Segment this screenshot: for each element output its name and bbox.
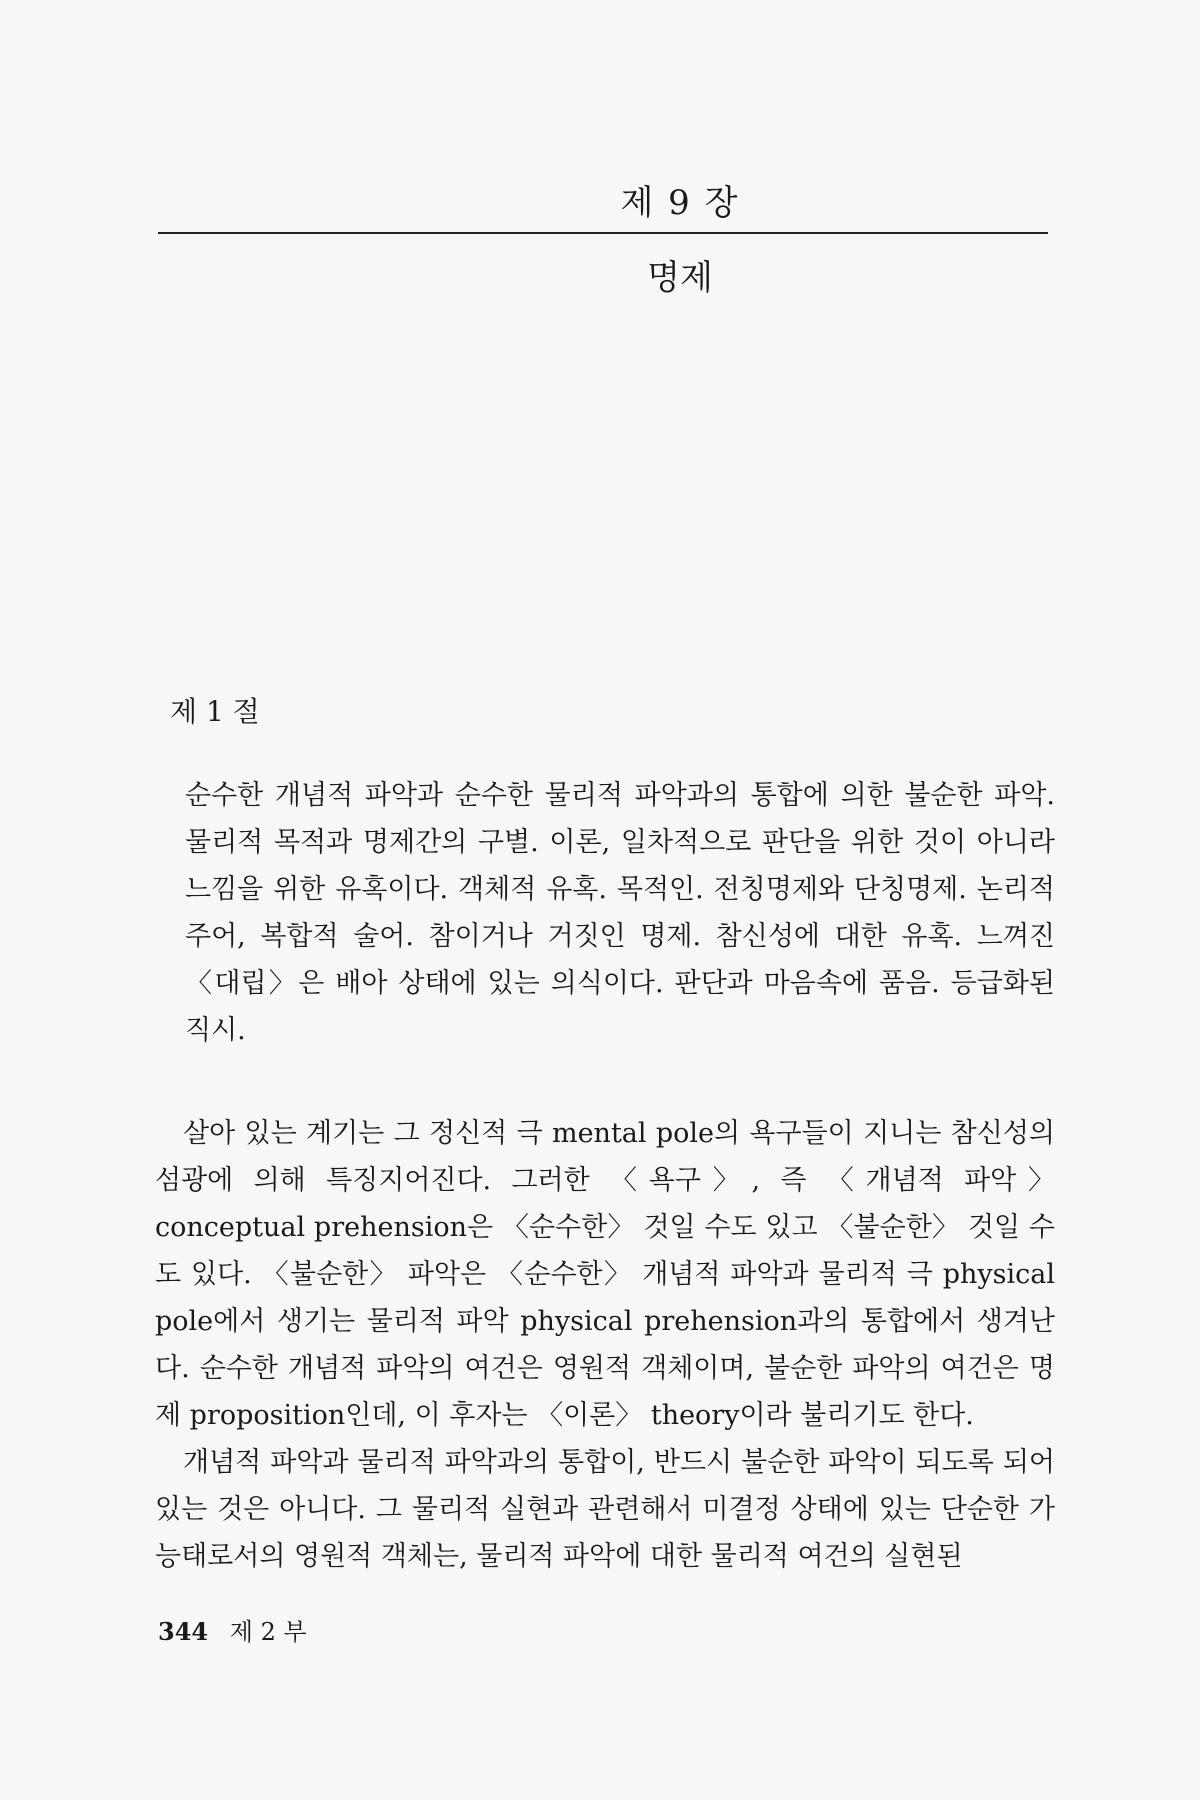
part-label: 제 2 부 bbox=[229, 1618, 307, 1646]
page-footer bbox=[158, 1612, 307, 1647]
section-heading: 제 1 절 bbox=[170, 695, 260, 728]
chapter-title: 명제 bbox=[647, 258, 713, 298]
chapter-divider bbox=[158, 232, 1048, 234]
body-text bbox=[155, 1110, 1055, 1580]
body-paragraph: 개념적 파악과 물리적 파악과의 통합이, 반드시 불순한 파악이 되도록 되어 있는 것은 아니다. 그 물리적 실현과 관련해서 미결정 상태에 있는 단순한 가능태로서의 영원적 객체는, 물리적 파악에 대한 물리적 여건의 실현된 bbox=[155, 1447, 1055, 1572]
chapter-number: 제 9 장 bbox=[620, 183, 740, 223]
page-number: 344 bbox=[158, 1617, 209, 1646]
section-summary: 순수한 개념적 파악과 순수한 물리적 파악과의 통합에 의한 불순한 파악. 물리적 목적과 명제간의 구별. 이론, 일차적으로 판단을 위한 것이 아니라 느낌을 위한 유혹이다. 객체적 유혹. 목적인. 전칭명제와 단칭명제. 논리적 주어, 복합적 술어. 참이거나 거짓인 명제. 참신성에 대한 유혹. 느껴진 〈대립〉은 배아 상태에 있는 의식이다. 판단과 마음속에 품음. 등급화된 직시. bbox=[185, 780, 1055, 1046]
body-paragraph: 살아 있는 계기는 그 정신적 극 mental pole의 욕구들이 지니는 참신성의 섬광에 의해 특징지어진다. 그러한 〈욕구〉, 즉 〈개념적 파악〉 conceptual prehension은 〈순수한〉 것일 수도 있고 〈불순한〉 것일 수도 있다. 〈불순한〉 파악은 〈순수한〉 개념적 파악과 물리적 극 physical pole에서 생기는 물리적 파악 physical prehension과의 통합에서 생겨난다. 순수한 개념적 파악의 여건은 영원적 객체이며, 불순한 파악의 여건은 명제 proposition인데, 이 후자는 〈이론〉 theory이라 불리기도 한다. bbox=[155, 1118, 1055, 1431]
